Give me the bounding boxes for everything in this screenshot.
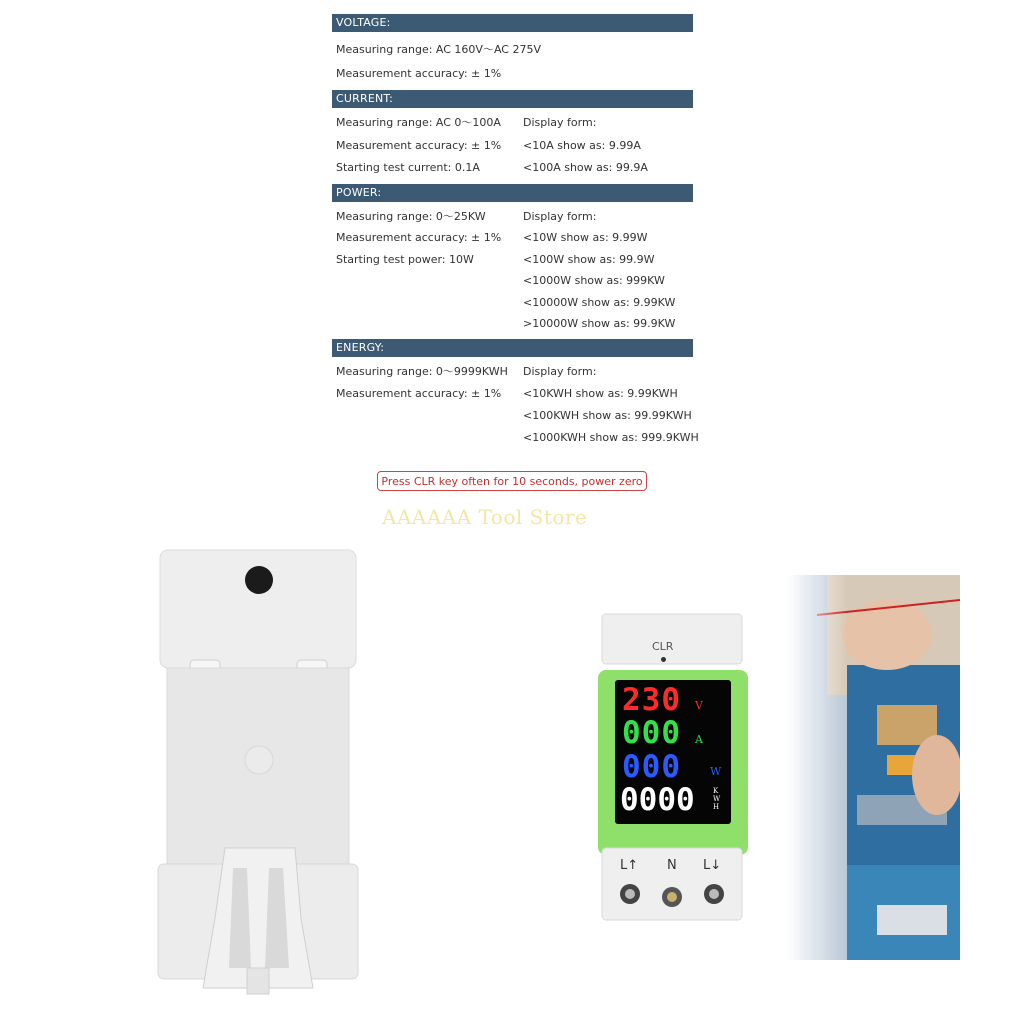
energy-section-header: ENERGY:: [332, 339, 693, 357]
power-section-header: POWER:: [332, 184, 693, 202]
power-spec-label: Measuring range: 0～25KW: [336, 209, 486, 223]
power-section-body: [332, 202, 693, 339]
energy-spec-label: Measuring range: 0～9999KWH: [336, 364, 508, 378]
energy-spec-row: [332, 361, 693, 383]
voltage-readout: 230: [622, 682, 681, 718]
energy-readout: 0000: [620, 782, 695, 818]
energy-section-body: [332, 357, 699, 453]
energy-spec-row: [332, 427, 699, 449]
power-display-form: >10000W show as: 99.9KW: [523, 317, 676, 330]
power-readout: 000: [622, 749, 681, 785]
current-section-header: CURRENT:: [332, 90, 693, 108]
energy-meter: [598, 612, 748, 922]
power-unit: W: [710, 765, 722, 778]
energy-unit-k: K: [713, 787, 719, 795]
power-spec-row: [332, 270, 693, 292]
energy-unit-h: H: [713, 803, 720, 811]
current-spec-row: [332, 112, 693, 135]
terminal-right-label: L↓: [703, 858, 722, 873]
current-display-form: Display form:: [523, 116, 597, 129]
clr-button-dot[interactable]: [661, 657, 666, 662]
current-section-body: [332, 108, 693, 184]
current-display-form: <100A show as: 99.9A: [523, 161, 648, 174]
power-spec-row: [332, 206, 693, 228]
current-spec-row: [332, 135, 693, 158]
power-spec-label: Measurement accuracy: ± 1%: [336, 231, 502, 244]
power-display-form: <100W show as: 99.9W: [523, 252, 655, 266]
current-display-form: <10A show as: 9.99A: [523, 138, 641, 152]
power-display-form: <1000W show as: 999KW: [523, 274, 665, 287]
housing-back-image: [155, 548, 360, 998]
circuit-board-photo: [787, 575, 960, 960]
power-spec-row: [332, 249, 693, 271]
terminal-neutral-label: N: [667, 858, 677, 873]
clr-label: CLR: [652, 640, 674, 653]
current-readout: 000: [622, 715, 681, 751]
current-spec-row: [332, 157, 693, 180]
energy-unit-w: W: [713, 795, 721, 803]
power-spec-label: Starting test power: 10W: [336, 252, 474, 266]
voltage-spec-row: [332, 38, 693, 62]
power-spec-row: [332, 292, 693, 314]
energy-unit: [713, 787, 720, 811]
voltage-spec-row: [332, 62, 693, 86]
terminal-left-label: L↑: [620, 858, 639, 873]
power-spec-row: [332, 313, 693, 335]
energy-display-form: <100KWH show as: 99.99KWH: [523, 408, 692, 422]
energy-display-form: <10KWH show as: 9.99KWH: [523, 386, 678, 400]
power-display-form: <10000W show as: 9.99KW: [523, 295, 676, 309]
store-watermark: AAAAAA Tool Store: [382, 505, 588, 529]
current-unit: A: [695, 733, 703, 746]
voltage-section-body: [332, 32, 693, 90]
power-spec-row: [332, 227, 693, 249]
energy-display-form: Display form:: [523, 364, 597, 378]
voltage-spec-label: Measuring range: AC 160V～AC 275V: [336, 43, 541, 56]
spec-sheet: [332, 14, 699, 453]
clr-note: Press CLR key often for 10 seconds, power zero: [377, 471, 647, 491]
power-display-form: Display form:: [523, 209, 597, 223]
current-spec-label: Starting test current: 0.1A: [336, 161, 480, 174]
voltage-section-header: VOLTAGE:: [332, 14, 693, 32]
power-display-form: <10W show as: 9.99W: [523, 231, 648, 244]
voltage-unit: V: [695, 699, 703, 712]
voltage-spec-label: Measurement accuracy: ± 1%: [336, 67, 502, 80]
energy-display-form: <1000KWH show as: 999.9KWH: [523, 430, 699, 444]
energy-spec-row: [332, 405, 693, 427]
current-spec-label: Measurement accuracy: ± 1%: [336, 138, 502, 152]
current-spec-label: Measuring range: AC 0～100A: [336, 116, 501, 129]
energy-spec-row: [332, 383, 693, 405]
energy-spec-label: Measurement accuracy: ± 1%: [336, 386, 502, 400]
